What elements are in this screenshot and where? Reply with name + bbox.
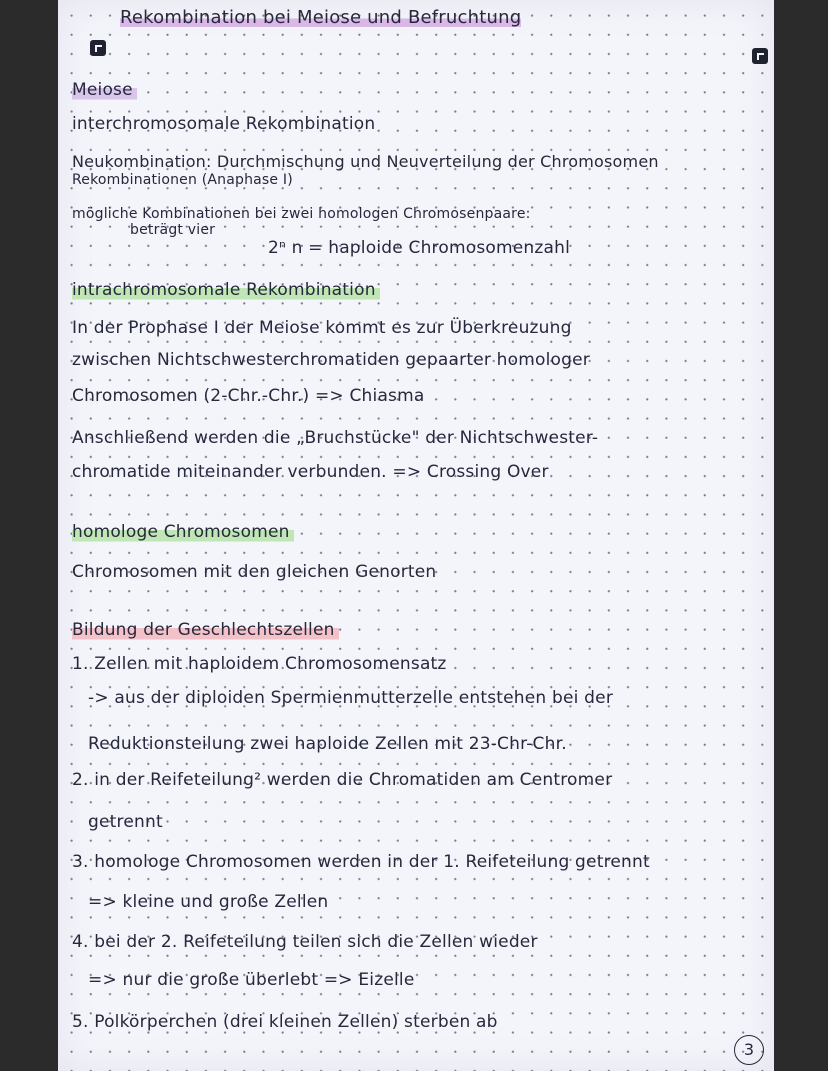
page-number: 3: [734, 1035, 764, 1065]
intra-line-1: In der Prophase I der Meiose kommt es zur Überkreuzung: [72, 318, 572, 338]
inter-line-4: beträgt vier: [130, 222, 216, 238]
intra-line-5: chromatide miteinander verbunden. => Crossing Over: [72, 462, 549, 482]
bildung-item: => kleine und große Zellen: [88, 892, 329, 912]
bildung-item: 4. bei der 2. Reifeteilung teilen sich die Zellen wieder: [72, 932, 538, 952]
inter-line-3: mögliche Kombinationen bei zwei homologen Chromosenpaare:: [72, 206, 531, 222]
intra-line-3: Chromosomen (2-Chr.-Chr.) => Chiasma: [72, 386, 425, 406]
title-text: Rekombination bei Meiose und Befruchtung: [120, 7, 522, 28]
corner-marker-icon-right: [752, 48, 768, 64]
inter-line-1: Neukombination: Durchmischung und Neuverteilung der Chromosomen: [72, 152, 659, 171]
bildung-item: 2. in der Reifeteilung² werden die Chromatiden am Centromer: [72, 770, 613, 790]
bildung-item: getrennt: [88, 812, 163, 832]
inter-line-2: Rekombinationen (Anaphase I): [72, 172, 293, 188]
bildung-heading-text: Bildung der Geschlechtszellen: [72, 620, 339, 640]
bildung-item: => nur die große überlebt => Eizelle: [88, 970, 415, 990]
homolog-heading: [72, 522, 768, 542]
meiose-heading-text: Meiose: [72, 80, 137, 100]
inter-heading: interchromosomale Rekombination: [72, 114, 376, 134]
meiose-heading: [72, 80, 768, 100]
homolog-line-1: Chromosomen mit den gleichen Genorten: [72, 562, 437, 582]
bildung-item: 3. homologe Chromosomen werden in der 1. Reifeteilung getrennt: [72, 852, 650, 872]
intra-heading: [72, 280, 768, 300]
intra-line-4: Anschließend werden die „Bruchstücke" der Nichtschwester-: [72, 428, 599, 448]
homolog-heading-text: homologe Chromosomen: [72, 522, 294, 542]
bildung-item: Reduktionsteilung zwei haploide Zellen mit 23-Chr-Chr.: [88, 734, 567, 754]
intra-line-2: zwischen Nichtschwesterchromatiden gepaarter homologer: [72, 350, 590, 370]
bildung-item: 5. Polkörperchen (drei kleinen Zellen) sterben ab: [72, 1012, 498, 1032]
intra-heading-text: intrachromosomale Rekombination: [72, 280, 380, 300]
bildung-heading: [72, 620, 768, 640]
bildung-item: -> aus der diploiden Spermienmutterzelle entstehen bei der: [88, 688, 614, 708]
bildung-item: 1. Zellen mit haploidem Chromosomensatz: [72, 654, 447, 674]
inter-formula: 2ⁿ n = haploide Chromosomenzahl: [268, 238, 571, 258]
page-title: [120, 8, 768, 28]
notebook-page: [58, 0, 774, 1071]
corner-marker-icon: [90, 40, 106, 56]
